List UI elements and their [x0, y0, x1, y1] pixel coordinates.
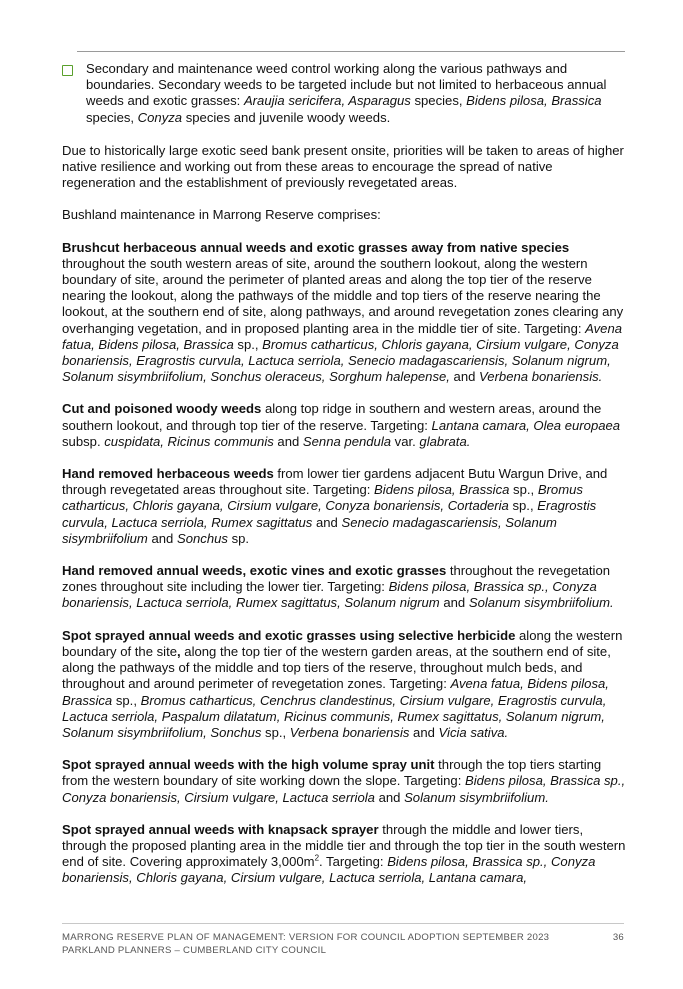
species-name: Bromus catharticus, Chloris gayana, Cirsium vulgare, Conyza bonariensis, Eragrostis curvula, Lactuca serriola, Senecio madagascariensis, Solanum nigrum, Solanum sisymbriifolium, Sonchus oleraceus, Sorghum halepense, [62, 336, 619, 385]
text-run: sp., [508, 498, 538, 514]
text-run: and [312, 514, 342, 530]
page-number: 36 [612, 932, 624, 943]
text-run: and [449, 369, 480, 385]
species-name: Bidens pilosa, Brassica [466, 93, 602, 109]
text-run: and [409, 724, 439, 740]
bold-heading: Brushcut herbaceous annual weeds and exotic grasses away from native species [62, 239, 570, 255]
species-name: Bidens pilosa, Brassica [374, 482, 510, 498]
species-name: Bromus catharticus, Cenchrus clandestinus, Cirsium vulgare, Eragrostis curvula, Lactuca serriola, Paspalum dilatatum, Ricinus communis, Rumex sagittatus, Solanum nigrum, Solanum sisymbriifolium, Sonchus [62, 692, 607, 740]
text-run: through the top tiers starting from the western boundary of site working down the slope. Targeting: [62, 757, 602, 789]
intro-paragraph [62, 143, 627, 192]
species-name: Bidens pilosa, Brassica sp., Conyza bonariensis, Cirsium vulgare, Lactuca serriola [62, 773, 626, 805]
spot-sprayed-knapsack-paragraph [62, 822, 627, 887]
text-run: and [439, 595, 469, 611]
species-name: Bromus catharticus, Chloris gayana, Cirsium vulgare, Conyza bonariensis, Cortaderia [62, 482, 583, 514]
spot-sprayed-selective-paragraph [62, 628, 627, 741]
text-run: from lower tier gardens adjacent Butu Wargun Drive, and through revegetated areas throughout site. Targeting: [62, 466, 608, 498]
checkbox-bullet-icon [62, 65, 73, 76]
hand-removed-herbaceous-paragraph [62, 466, 627, 547]
species-name: Verbena bonariensis. [479, 369, 603, 385]
species-name: Lantana camara, Olea europaea [431, 417, 621, 433]
bold-heading: Spot sprayed annual weeds with the high volume spray unit [62, 757, 435, 773]
text-run: Due to historically large exotic seed bank present onsite, priorities will be taken to areas of higher native resilience and working out from these areas to encourage the spread of native regeneration and the establishment of previously revegetated areas. [62, 142, 624, 191]
superscript: 2 [314, 853, 320, 863]
text-run: along top ridge in southern and western areas, around the southern lookout, and through top tier of the reserve. Targeting: [62, 401, 602, 433]
text-run: throughout the revegetation zones throughout site including the lower tier. Targeting: [62, 563, 611, 595]
species-name: Eragrostis curvula, Lactuca serriola, Rumex sagittatus [62, 498, 597, 530]
species-name: Sonchus [176, 530, 228, 546]
species-name: Bidens pilosa, Brassica sp., Conyza bonariensis, Lactuca serriola, Rumex sagittatus, Solanum nigrum [62, 579, 597, 611]
species-name: glabrata. [419, 433, 471, 449]
brushcut-paragraph [62, 240, 627, 386]
bold-heading: , [177, 643, 181, 659]
text-run: sp., [509, 482, 538, 498]
woody-weeds-paragraph [62, 401, 627, 450]
species-name: Avena fatua, Bidens pilosa, Brassica [62, 676, 609, 708]
species-name: cuspidata, Ricinus communis [104, 433, 274, 449]
text-run: throughout the south western areas of site, around the southern lookout, along the western boundary of site, around the perimeter of planted areas and along the top tier of the reserve nearing the lookout, along the pathways of the middle and top tiers of the reserve nearing the lookout, at the southern end of site, along pathways, and around revegetation zones clearing any overhanging vegetation, and in proposed planting area in the middle tier of site. Targeting: [62, 255, 624, 336]
page-footer [62, 931, 624, 957]
maintenance-intro [62, 207, 627, 223]
text-run: species, [410, 93, 467, 109]
text-run: Bushland maintenance in Marrong Reserve comprises: [62, 207, 381, 223]
species-name: Senecio madagascariensis, Solanum sisymbriifolium [62, 514, 557, 546]
hand-removed-vines-paragraph [62, 563, 627, 612]
text-run: and [273, 433, 303, 449]
species-name: Conyza [137, 109, 183, 125]
text-run: Secondary and maintenance weed control working along the various pathways and boundaries. Secondary weeds to be targeted include but not limited to herbaceous annual weeds and exotic grasses: [86, 61, 607, 109]
bold-heading: Spot sprayed annual weeds and exotic grasses using selective herbicide [62, 627, 516, 643]
text-run: . Targeting: [319, 854, 388, 870]
bold-heading: Hand removed herbaceous weeds [62, 466, 274, 482]
footer-document-title: MARRONG RESERVE PLAN OF MANAGEMENT: VERSION FOR COUNCIL ADOPTION SEPTEMBER 2023 [62, 932, 550, 943]
text-run: along the top tier of the western garden areas, at the southern end of site, along the pathways of the middle and top tiers of the reserve, throughout mulch beds, and throughout and around perimeter of revegetation zones. Targeting: [62, 643, 611, 692]
paragraph-list [62, 143, 627, 887]
text-run: species, [86, 109, 138, 125]
species-name: Solanum sisymbriifolium. [468, 595, 614, 611]
species-name: Vicia sativa. [438, 724, 509, 740]
text-run: along the western boundary of the site [62, 627, 623, 659]
bold-heading: Hand removed annual weeds, exotic vines and exotic grasses [62, 563, 447, 579]
species-name: Senna pendula [302, 433, 392, 449]
species-name: Avena fatua, Bidens pilosa, Brassica [62, 320, 623, 352]
text-run: through the middle and lower tiers, through the proposed planting area in the middle tier and through the top tier in the south western end of site. Covering approximately 3,000m [62, 821, 626, 870]
text-run: sp. [227, 530, 250, 546]
species-name: Solanum sisymbriifolium. [404, 789, 549, 805]
text-run: var. [391, 433, 420, 449]
species-name: Araujia sericifera, Asparagus [243, 93, 411, 109]
bold-heading: Cut and poisoned woody weeds [62, 401, 262, 417]
footer-organisation: PARKLAND PLANNERS – CUMBERLAND CITY COUNCIL [62, 945, 327, 956]
bold-heading: Spot sprayed annual weeds with knapsack sprayer [62, 821, 379, 837]
text-run: and [147, 530, 177, 546]
text-run: sp., [261, 724, 290, 740]
text-run: sp., [233, 336, 263, 352]
footer-divider [62, 923, 624, 924]
bullet-text [86, 61, 627, 126]
text-run: sp., [112, 692, 141, 708]
bullet-item [62, 61, 627, 126]
spot-sprayed-volume-paragraph [62, 757, 627, 806]
text-run: subsp. [62, 433, 105, 449]
document-body [62, 61, 627, 903]
text-run: species and juvenile woody weeds. [182, 109, 391, 125]
species-name: Verbena bonariensis [289, 724, 410, 740]
text-run: and [374, 789, 405, 805]
species-name: Bidens pilosa, Brassica sp., Conyza bonariensis, Chloris gayana, Cirsium vulgare, Lactuca serriola, Lantana camara, [62, 854, 596, 886]
header-divider [77, 51, 625, 52]
